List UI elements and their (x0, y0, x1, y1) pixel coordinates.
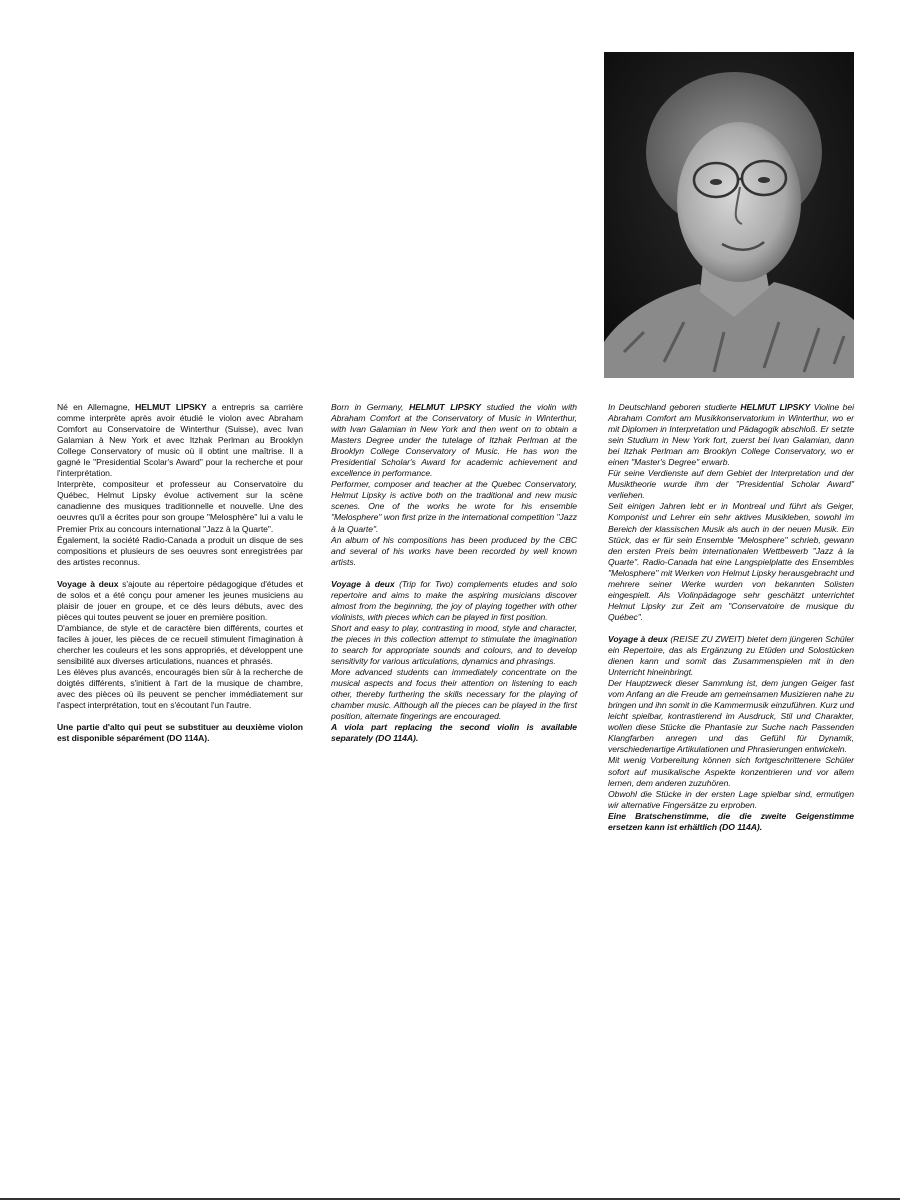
french-advanced-paragraph: Les élèves plus avancés, encouragés bien sûr à la recherche de doigtés différents, s'initient à l'art de la musique de chambre, avec des pièces où ils peuvent se pencher immédiatement sur l'aspect interprétation, tout en s'écoutant l'un l'autre. (57, 667, 303, 711)
portrait-photo (604, 52, 854, 378)
english-album-paragraph: An album of his compositions has been produced by the CBC and several of his works have been recorded by well known artists. (331, 534, 577, 567)
english-advanced-paragraph: More advanced students can immediately concentrate on the musical aspects and focus their attention on listening to each other, thereby furthering the skills necessary for the playing of chamber music. Although all the pieces can be played in the first position, alternate fingerings are encouraged. (331, 667, 577, 722)
german-viola-note: Eine Bratschenstimme, die die zweite Geigenstimme ersetzen kann ist erhältlich (DO 114A). (608, 810, 854, 832)
french-career-paragraph: Interprète, compositeur et professeur au Conservatoire du Québec, Helmut Lipsky évolue activement sur la scène canadienne des musiques traditionnelle et nouvelle. Une des oeuvres qu'il a écrites pour son groupe "Melosphère" lui a valu le Premier Prix au concours international "Jazz à la Quarte". (57, 479, 303, 534)
composer-name: HELMUT LIPSKY (135, 402, 207, 412)
composer-name: HELMUT LIPSKY (740, 402, 811, 412)
french-work-paragraph: Voyage à deux s'ajoute au répertoire pédagogique d'études et de solos et a été conçu pour amener les jeunes musiciens au plaisir de jouer en groupe, et ce dès leurs débuts, avec des pièces qui toutes peuvent se jouer en première position. (57, 578, 303, 622)
work-title: Voyage à deux (331, 578, 395, 589)
french-bio-paragraph: Né en Allemagne, HELMUT LIPSKY a entrepris sa carrière comme interprète après avoir étudié le violon avec Abraham Comfort au Conservatoire de Winterthur (Suisse), avec Ivan Galamian à New York et avec Itzhak Perlman au Brooklyn College Conservatory of music où il obtint une maîtrise. Il a gagné le "Presidential Scolar's Award" pour la recherche et pour l'interprétation. (57, 402, 303, 479)
german-work-paragraph: Voyage à deux (REISE ZU ZWEIT) bietet dem jüngeren Schüler ein Repertoire, das als Ergänzung zu Etüden und Solostücken dienen kann und somit das Zusammenspielen mit in den Unterricht hineinbringt. (608, 633, 854, 678)
portrait-photo-icon (604, 52, 854, 378)
french-viola-note: Une partie d'alto qui peut se substituer au deuxième violon est disponible séparément (DO 114A). (57, 722, 303, 744)
english-style-paragraph: Short and easy to play, contrasting in mood, style and character, the pieces in this collection attempt to stimulate the imagination to search for appropriate sounds and colours, and to develop sensitivity for various articulations, dynamics and phrasings. (331, 622, 577, 667)
german-column (608, 402, 854, 833)
german-bio-paragraph: In Deutschland geboren studierte HELMUT LIPSKY Violine bei Abraham Comfort am Musikkonservatorium in Winterthur, wo er mit Diplomen in Interpretation und Pädagogik abschloß. Er setzte sein Studium in New York fort, zuerst bei Ivan Galamian, dann bei Itzhak Perlman am Brooklyn College Conservatory, wo er einen "Master's Degree" erwarb. (608, 402, 854, 468)
german-purpose-paragraph: Der Hauptzweck dieser Sammlung ist, dem jungen Geiger fast vom Anfang an die Freude am gemeinsamen Musizieren nahe zu bringen und ihn somit in die Kammermusik einzuführen. Kurz und leicht spielbar, kontrastierend im Ausdruck, Stil und Charakter, wollen diese Stücke die Phantasie zur Suche nach Passenden Klangfarben anregen und das Gefühl für Dynamik, verschiedenartige Artikulationen und Phrasierungen entwickeln. (608, 678, 854, 755)
composer-name: HELMUT LIPSKY (409, 402, 481, 412)
english-column (331, 402, 577, 744)
work-title: Voyage à deux (57, 578, 119, 589)
german-advanced-paragraph: Mit wenig Vorbereitung können sich fortgeschrittenere Schüler sofort auf musikalische Aspekte konzentrieren und vor allem lernen, dem anderen zuzuhören. (608, 755, 854, 788)
french-style-paragraph: D'ambiance, de style et de caractère bien différents, courtes et faciles à jouer, les pièces de ce recueil stimulent l'imagination à chercher les couleurs et les sons appropriés, et développent une sensibilité aux diverses articulations, nuances et phrasés. (57, 622, 303, 667)
german-career-paragraph: Seit einigen Jahren lebt er in Montreal und führt als Geiger, Komponist und Lehrer ein sehr aktives Musikleben, sowohl im Bereich der klassischen Musik als auch in der neuen Musik. Ein Stück, das er für sein Ensemble "Melosphere" schrieb, gewann den ersten Preis beim internationalen Wettbewerb "Jazz à la Quarte". Radio-Canada hat eine Langspielplatte des Ensembles "Melosphere" mit Werken von Helmut Lipsky herausgebracht und mehrere seiner Werke wurden von bekannten Solisten eingespielt. Als Violinpädagoge sehr geschätzt unterrichtet Helmut Lipsky zur Zeit am "Conservatoire de musique du Québec". (608, 501, 854, 622)
french-column (57, 402, 303, 744)
english-bio-paragraph: Born in Germany, HELMUT LIPSKY studied the violin with Abraham Comfort at the Conservatory of Music in Winterthur, with Ivan Galamian in New York and then went on to obtain a Masters Degree under the tutelage of Itzhak Perlman at the Brooklyn College Conservatory of Music. He has won the Presidential Scholar's Award for academic achievement and excellence in performance. (331, 402, 577, 479)
english-career-paragraph: Performer, composer and teacher at the Quebec Conservatory, Helmut Lipsky is active both on the traditional and new music scenes. One of the works he wrote for his ensemble "Melosphere" won first prize in the international competition "Jazz à la Quarte". (331, 479, 577, 534)
english-work-paragraph: Voyage à deux (Trip for Two) complements etudes and solo repertoire and aims to make the aspiring musicians discover almost from the beginning, the joy of playing together with other violinists, with pieces which can be played in first position. (331, 578, 577, 622)
german-fingering-paragraph: Obwohl die Stücke in der ersten Lage spielbar sind, ermutigen wir alternative Fingersätze zu erproben. (608, 788, 854, 810)
english-viola-note: A viola part replacing the second violin is available separately (DO 114A). (331, 722, 577, 744)
french-album-paragraph: Également, la société Radio-Canada a produit un disque de ses compositions et plusieurs de ses oeuvres sont enregistrées par des artistes reconnus. (57, 534, 303, 567)
german-award-paragraph: Für seine Verdienste auf dem Gebiet der Interpretation und der Musiktheorie wurde ihm der "Presidential Scholar Award" verliehen. (608, 468, 854, 501)
work-title: Voyage à deux (608, 633, 668, 644)
